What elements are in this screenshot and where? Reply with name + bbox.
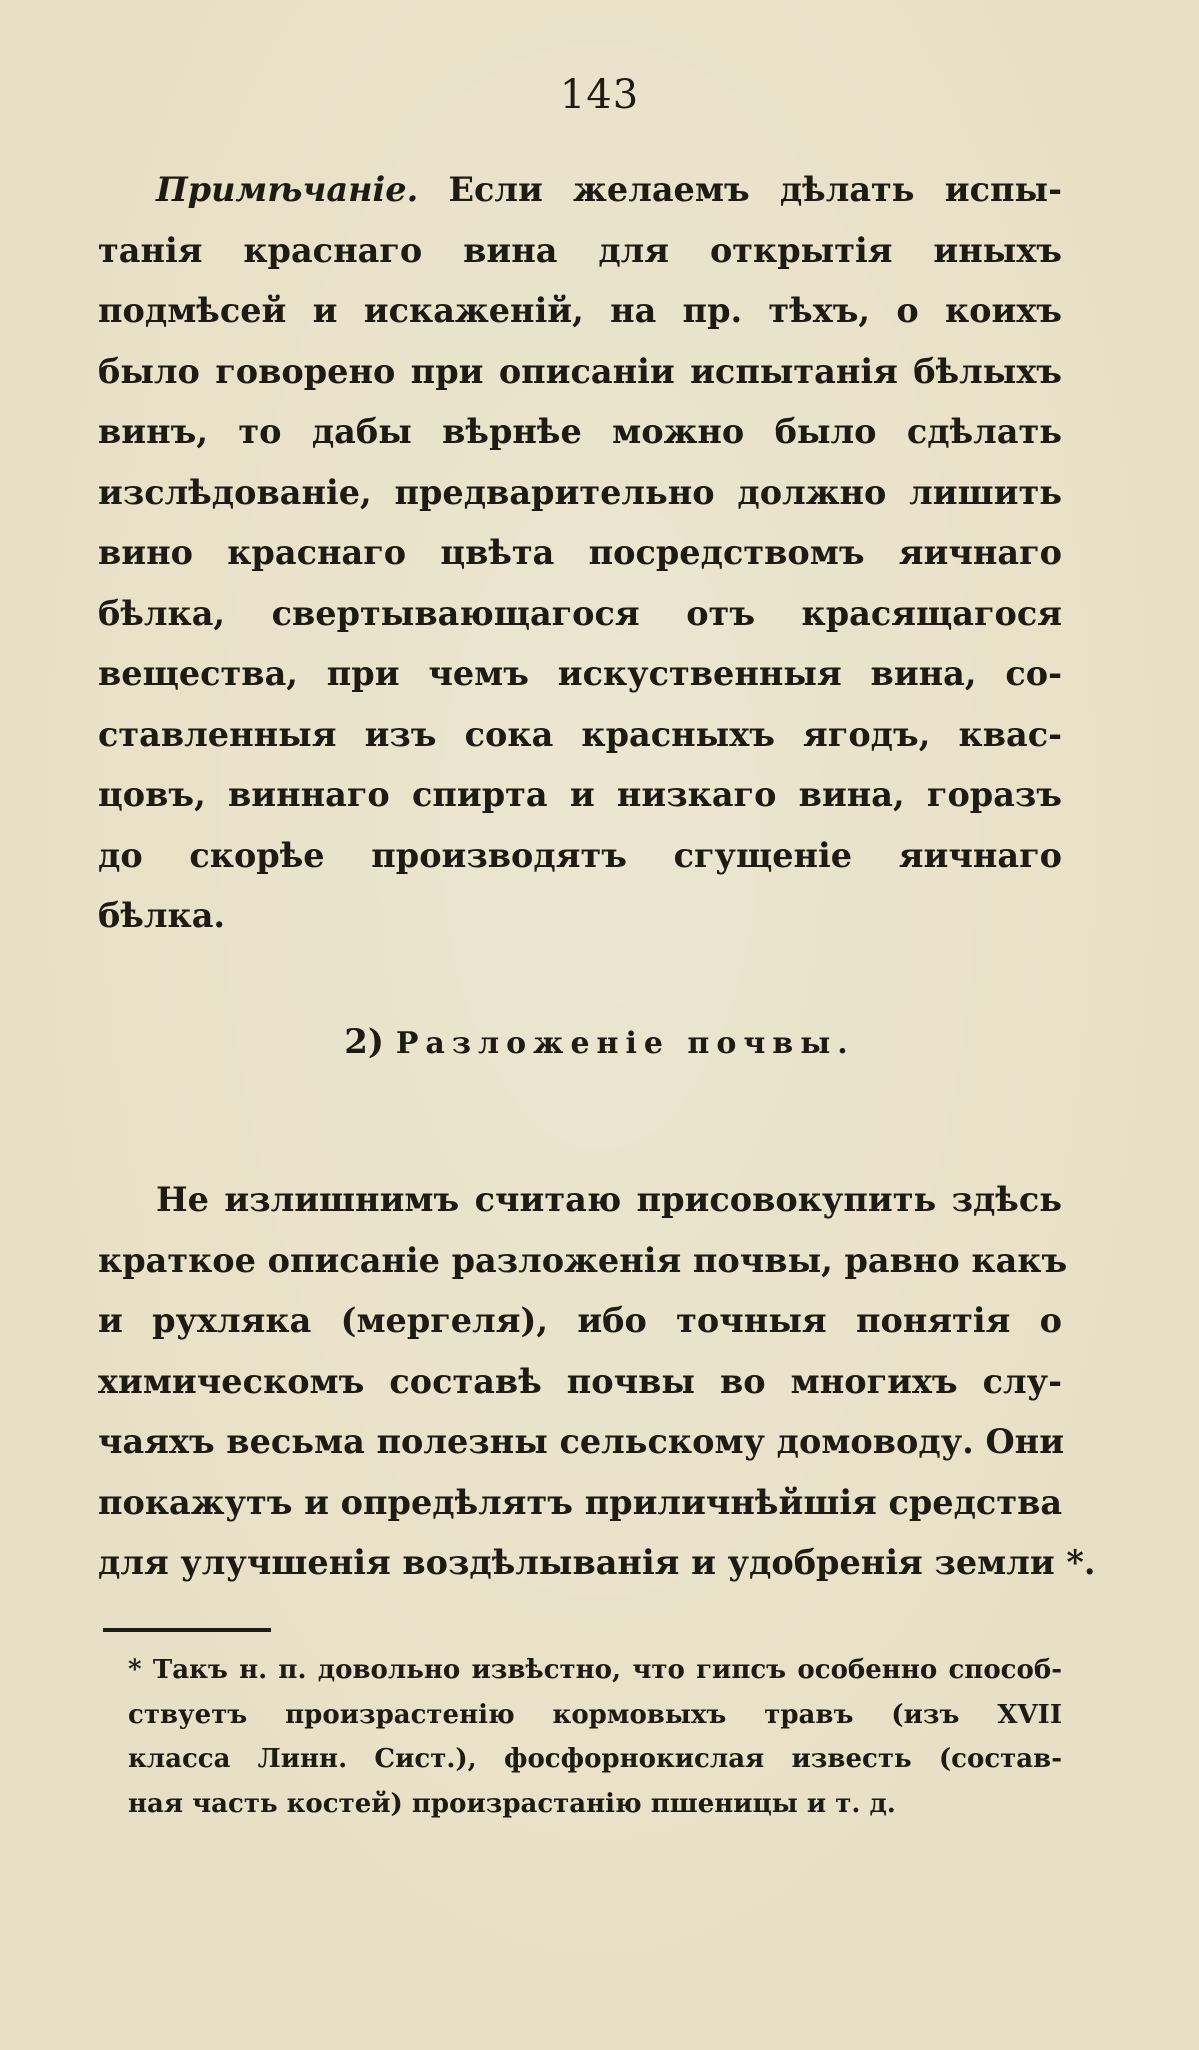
footnote-line: ная часть костей) произрастанію пшеницы и т. д. bbox=[128, 1788, 896, 1819]
footnote-line: * Такъ н. п. довольно извѣстно, что гипсъ особенно способ- bbox=[128, 1655, 1062, 1685]
footnote-rule bbox=[103, 1628, 271, 1632]
body-line: краткое описаніе разложенія почвы, равно какъ bbox=[98, 1240, 1068, 1280]
note-line: ставленныя изъ сока красныхъ ягодъ, квас- bbox=[98, 714, 1062, 754]
note-line: вино краснаго цвѣта посредствомъ яичнаго bbox=[98, 533, 1062, 572]
body-line: для улучшенія воздѣлыванія и удобренія земли *. bbox=[98, 1543, 1096, 1582]
footnote-line: класса Линн. Сист.), фосфорнокислая известь (состав- bbox=[128, 1744, 1062, 1774]
body-paragraph bbox=[98, 1170, 1096, 1594]
body-line: покажутъ и опредѣлятъ приличнѣйшія средства bbox=[98, 1482, 1063, 1522]
note-line: было говорено при описаніи испытанія бѣлыхъ bbox=[98, 351, 1062, 391]
section-heading bbox=[0, 1022, 1199, 1062]
note-line: подмѣсей и искаженій, на пр. тѣхъ, о коихъ bbox=[98, 291, 1062, 330]
note-line: до скорѣе производятъ сгущеніе яичнаго bbox=[98, 835, 1062, 875]
note-line: винъ, то дабы вѣрнѣе можно было сдѣлать bbox=[98, 412, 1062, 451]
footnote bbox=[98, 1648, 1062, 1826]
note-line: вещества, при чемъ искуственныя вина, со- bbox=[98, 654, 1062, 693]
note-paragraph bbox=[98, 160, 1062, 947]
section-number: 2) bbox=[344, 1022, 385, 1062]
note-line: бѣлка. bbox=[98, 896, 226, 935]
note-first-line bbox=[98, 160, 1062, 221]
note-label: Примѣчаніе. bbox=[156, 170, 419, 209]
body-line: химическомъ составѣ почвы во многихъ слу- bbox=[98, 1361, 1062, 1401]
footnote-line: ствуетъ произрастенію кормовыхъ травъ (изъ XVII bbox=[128, 1699, 1062, 1730]
page-number: 143 bbox=[559, 72, 640, 118]
body-line: чаяхъ весьма полезны сельскому домоводу. Они bbox=[98, 1422, 1065, 1461]
note-line: цовъ, виннаго спирта и низкаго вина, горазъ bbox=[98, 775, 1062, 814]
body-line: Не излишнимъ считаю присовокупить здѣсь bbox=[156, 1180, 1062, 1219]
note-line: изслѣдованіе, предварительно должно лишить bbox=[98, 472, 1062, 512]
section-title: Разложеніе почвы. bbox=[395, 1026, 855, 1061]
body-line: и рухляка (мергеля), ибо точныя понятія о bbox=[98, 1301, 1062, 1340]
note-line: бѣлка, свертывающагося отъ красящагося bbox=[98, 593, 1062, 633]
note-first-line-text: Если желаемъ дѣлать испы- bbox=[448, 170, 1063, 209]
note-line: танія краснаго вина для открытія иныхъ bbox=[98, 230, 1062, 270]
